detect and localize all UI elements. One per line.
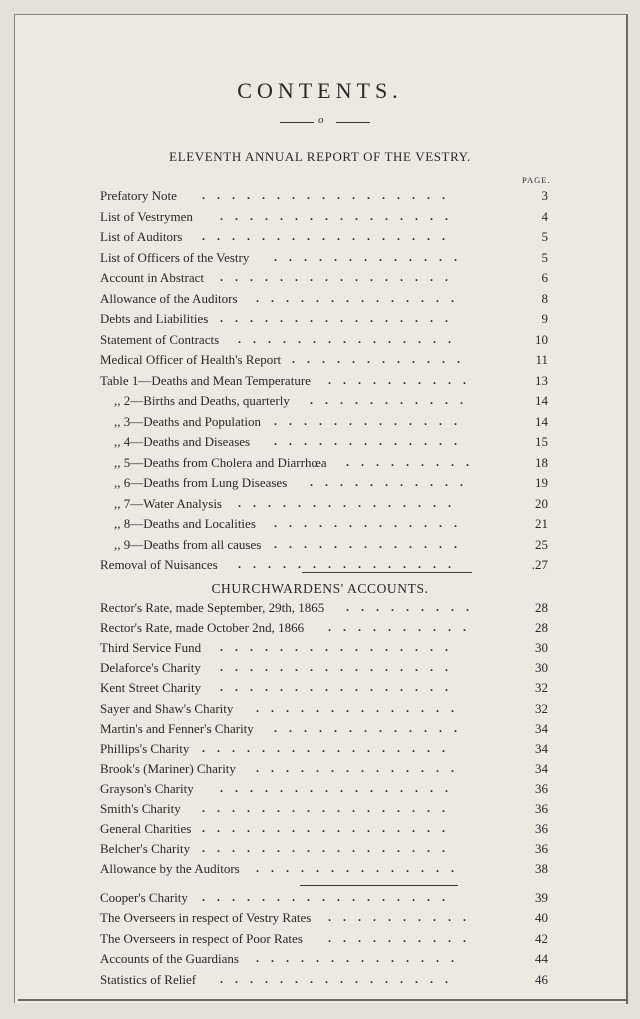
entry-page-number: 44 xyxy=(535,951,548,967)
dot-leader: ................ xyxy=(220,311,460,325)
contents-entry xyxy=(100,453,548,472)
entry-title: Debts and Liabilities xyxy=(100,311,209,326)
entry-title: Table 1—Deaths and Mean Temperature xyxy=(100,372,311,388)
entry-page-number: 4 xyxy=(541,208,548,224)
entry-page-number: 30 xyxy=(535,640,548,656)
contents-entry xyxy=(100,330,548,349)
contents-entry xyxy=(100,514,548,533)
entry-title: Third Service Fund xyxy=(100,640,202,656)
entry-page-number: 10 xyxy=(535,331,548,347)
contents-entry xyxy=(100,207,548,226)
dot-leader: .............. xyxy=(256,290,466,305)
entry-page-number: 3 xyxy=(541,188,548,203)
dot-leader: ............. xyxy=(274,516,469,530)
entry-title: Statistics of Relief xyxy=(100,971,197,987)
entry-page-number: 15 xyxy=(535,434,548,449)
entry-page-number: 40 xyxy=(535,910,548,926)
contents-entry xyxy=(100,638,548,657)
contents-entry xyxy=(100,248,548,267)
dot-leader: ......... xyxy=(346,454,481,469)
dot-leader: ................. xyxy=(202,821,457,836)
entry-title: Rector's Rate, made September, 29th, 1865 xyxy=(100,600,325,615)
contents-entry xyxy=(100,268,548,287)
entry-title: Martin's and Fenner's Charity xyxy=(100,720,254,736)
entry-title: ,, 6—Deaths from Lung Diseases xyxy=(114,475,288,490)
entry-page-number: 11 xyxy=(535,352,548,367)
entry-page-number: .27 xyxy=(531,557,548,572)
dot-leader: .............. xyxy=(256,700,466,715)
entry-title: Rector's Rate, made October 2nd, 1866 xyxy=(100,620,305,636)
entry-page-number: 34 xyxy=(535,760,548,776)
dot-leader: ................ xyxy=(220,660,460,675)
entry-page-number: 5 xyxy=(541,229,548,244)
contents-entry xyxy=(100,739,548,758)
entry-title: List of Auditors xyxy=(100,229,183,244)
entry-title: Brook's (Mariner) Charity xyxy=(100,760,236,776)
dot-leader: ............... xyxy=(238,331,463,346)
contents-entry xyxy=(100,678,548,697)
dot-leader: ............. xyxy=(274,249,469,264)
entry-title: Statement of Contracts xyxy=(100,331,220,347)
page-edge-bottom xyxy=(18,999,626,1001)
entry-page-number: 21 xyxy=(535,516,548,531)
dot-leader: ............ xyxy=(292,352,472,366)
contents-entry xyxy=(100,658,548,677)
contents-entry xyxy=(100,839,548,858)
entry-page-number: 36 xyxy=(535,841,548,857)
contents-entry xyxy=(100,432,548,451)
contents-entry xyxy=(100,929,548,948)
dot-leader: .......... xyxy=(328,620,478,635)
contents-entry xyxy=(100,227,548,246)
entry-page-number: 36 xyxy=(535,780,548,796)
entry-page-number: 36 xyxy=(535,801,548,816)
page-title: CONTENTS. xyxy=(237,78,403,103)
entry-page-number: 25 xyxy=(535,536,548,552)
dot-leader: .............. xyxy=(256,760,466,775)
dot-leader: ................. xyxy=(202,740,457,755)
entry-page-number: 38 xyxy=(535,861,548,877)
entry-title: Allowance of the Auditors xyxy=(100,290,238,306)
contents-entry xyxy=(100,949,548,968)
dot-leader: ........... xyxy=(310,393,475,407)
entry-title: Accounts of the Guardians xyxy=(100,951,239,967)
entry-page-number: 14 xyxy=(535,413,548,429)
entry-title: ,, 9—Deaths from all causes xyxy=(114,536,262,552)
entry-title: Grayson's Charity xyxy=(100,780,194,796)
entry-title: Allowance by the Auditors xyxy=(100,861,240,877)
section-divider xyxy=(300,885,458,886)
dot-leader: .............. xyxy=(256,861,466,876)
dot-leader: .......... xyxy=(328,372,478,387)
dot-leader: ......... xyxy=(346,600,481,614)
contents-entry xyxy=(100,289,548,308)
entry-title: Phillips's Charity xyxy=(100,740,190,756)
dot-leader: ................. xyxy=(202,841,457,856)
contents-entry xyxy=(100,309,548,328)
dot-leader: ............... xyxy=(238,495,463,510)
entry-title: Removal of Nuisances xyxy=(100,557,218,572)
dot-leader: .............. xyxy=(256,951,466,966)
dot-leader: .......... xyxy=(328,930,478,945)
contents-entry xyxy=(100,535,548,554)
entry-title: The Overseers in respect of Vestry Rates xyxy=(100,910,312,926)
entry-page-number: 42 xyxy=(535,930,548,946)
dot-leader: ............. xyxy=(274,434,469,448)
dot-leader: ................ xyxy=(220,780,460,795)
entry-title: ,, 4—Deaths and Diseases xyxy=(114,434,251,449)
contents-entry xyxy=(100,186,548,205)
entry-title: ,, 7—Water Analysis xyxy=(114,495,222,511)
dot-leader: ................ xyxy=(220,971,460,986)
entry-title: General Charities xyxy=(100,821,192,837)
entry-page-number: 32 xyxy=(535,700,548,716)
entry-page-number: 32 xyxy=(535,680,548,696)
contents-entry xyxy=(100,494,548,513)
entry-title: Account in Abstract xyxy=(100,270,204,285)
entry-page-number: 8 xyxy=(541,290,548,306)
dot-leader: ............... xyxy=(238,557,463,571)
entry-page-number: 28 xyxy=(535,600,548,615)
entry-title: Sayer and Shaw's Charity xyxy=(100,700,234,716)
entry-title: ,, 5—Deaths from Cholera and Diarrhœa xyxy=(114,454,327,470)
entry-page-number: 9 xyxy=(541,311,548,326)
dot-leader: ............. xyxy=(274,536,469,551)
contents-entry xyxy=(100,350,548,369)
contents-entry xyxy=(100,859,548,878)
contents-entry xyxy=(100,699,548,718)
entry-page-number: 5 xyxy=(541,249,548,265)
entry-page-number: 46 xyxy=(535,971,548,987)
page-column-label: PAGE. xyxy=(522,175,551,185)
entry-title: List of Vestrymen xyxy=(100,208,193,224)
dot-leader: ................ xyxy=(220,270,460,284)
contents-entry xyxy=(100,779,548,798)
entry-page-number: 34 xyxy=(535,720,548,736)
entry-title: Delaforce's Charity xyxy=(100,660,201,676)
entry-page-number: 39 xyxy=(535,890,548,905)
vestry-report-heading: ELEVENTH ANNUAL REPORT OF THE VESTRY. xyxy=(169,149,471,164)
entry-title: ,, 8—Deaths and Localities xyxy=(114,516,256,531)
entry-page-number: 36 xyxy=(535,821,548,837)
contents-entry xyxy=(100,759,548,778)
title-ornament: o xyxy=(280,117,370,127)
entry-page-number: 20 xyxy=(535,495,548,511)
entry-title: Kent Street Charity xyxy=(100,680,202,696)
contents-entry xyxy=(100,819,548,838)
entry-title: Cooper's Charity xyxy=(100,890,188,905)
dot-leader: ................ xyxy=(220,208,460,223)
entry-title: Smith's Charity xyxy=(100,801,181,816)
contents-entry xyxy=(100,473,548,492)
dot-leader: ................ xyxy=(220,640,460,655)
entry-page-number: 28 xyxy=(535,620,548,636)
contents-entry xyxy=(100,888,548,907)
dot-leader: ................. xyxy=(202,188,457,202)
dot-leader: .......... xyxy=(328,910,478,925)
dot-leader: ................ xyxy=(220,680,460,695)
entry-page-number: 34 xyxy=(535,740,548,756)
contents-entry xyxy=(100,799,548,818)
dot-leader: ................. xyxy=(202,890,457,904)
contents-entry xyxy=(100,371,548,390)
entry-page-number: 13 xyxy=(535,372,548,388)
section-divider xyxy=(302,572,472,573)
entry-title: Medical Officer of Health's Report xyxy=(100,352,282,367)
dot-leader: ........... xyxy=(310,475,475,489)
entry-title: Prefatory Note xyxy=(100,188,177,203)
dot-leader: ................. xyxy=(202,801,457,815)
entry-title: List of Officers of the Vestry xyxy=(100,249,250,265)
dot-leader: ............. xyxy=(274,720,469,735)
entry-title: Belcher's Charity xyxy=(100,841,191,857)
dot-leader: ............. xyxy=(274,413,469,428)
contents-entry xyxy=(100,598,548,617)
contents-entry xyxy=(100,908,548,927)
contents-entry xyxy=(100,719,548,738)
entry-page-number: 14 xyxy=(535,393,548,408)
entry-page-number: 18 xyxy=(535,454,548,470)
entry-page-number: 30 xyxy=(535,660,548,676)
contents-entry xyxy=(100,391,548,410)
entry-title: ,, 3—Deaths and Population xyxy=(114,413,261,429)
dot-leader: ................. xyxy=(202,229,457,243)
contents-entry xyxy=(100,618,548,637)
entry-title: ,, 2—Births and Deaths, quarterly xyxy=(114,393,290,408)
entry-title: The Overseers in respect of Poor Rates xyxy=(100,930,303,946)
contents-entry xyxy=(100,970,548,989)
churchwardens-heading: CHURCHWARDENS' ACCOUNTS. xyxy=(211,581,429,596)
entry-page-number: 6 xyxy=(541,270,548,285)
contents-entry xyxy=(100,412,548,431)
entry-page-number: 19 xyxy=(535,475,548,490)
